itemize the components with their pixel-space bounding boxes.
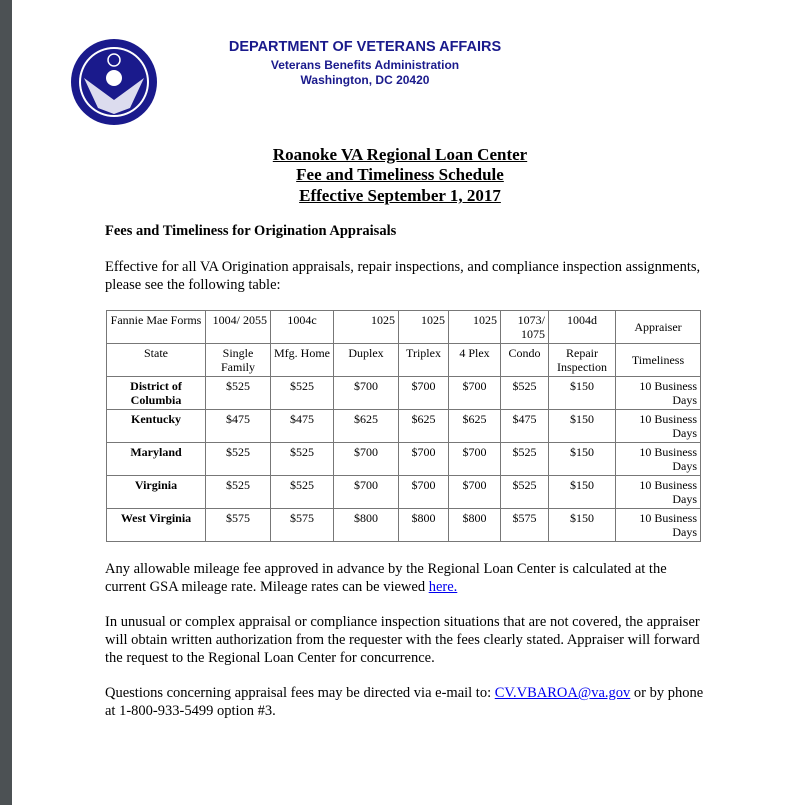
value-cell: $525 [501, 377, 549, 410]
value-cell: $625 [334, 410, 399, 443]
value-cell: $525 [206, 377, 271, 410]
value-cell: $575 [271, 509, 334, 542]
header-cell: 1025 [334, 311, 399, 344]
value-cell: $525 [271, 476, 334, 509]
header-cell: 1073/ 1075 [501, 311, 549, 344]
header-cell: 4 Plex [449, 344, 501, 377]
value-cell: $700 [449, 377, 501, 410]
value-cell: $800 [399, 509, 449, 542]
state-cell: Virginia [107, 476, 206, 509]
value-cell: $700 [449, 476, 501, 509]
va-seal-logo [70, 38, 158, 126]
table-row [107, 476, 701, 509]
value-cell: $150 [549, 476, 616, 509]
value-cell: $475 [206, 410, 271, 443]
value-cell: 10 Business Days [616, 476, 701, 509]
table-row [107, 443, 701, 476]
value-cell: $525 [206, 476, 271, 509]
unusual-situations-paragraph: In unusual or complex appraisal or compliance inspection situations that are not covered, the appraiser will obtain written authorization from the requester with the fees clearly stated. Appraiser will forward the request to the Regional Loan Center for concurrence. [105, 614, 700, 666]
value-cell: $150 [549, 410, 616, 443]
doc-title-center: Roanoke VA Regional Loan Center [272, 145, 528, 164]
header-cell: Timeliness [616, 344, 701, 377]
header-cell: 1025 [449, 311, 501, 344]
header-cell: Single Family [206, 344, 271, 377]
doc-title-schedule: Fee and Timeliness Schedule [296, 165, 504, 184]
value-cell: $700 [334, 377, 399, 410]
value-cell: $525 [206, 443, 271, 476]
state-cell: District of Columbia [107, 377, 206, 410]
value-cell: $700 [399, 443, 449, 476]
header-cell: Repair Inspection [549, 344, 616, 377]
value-cell: $575 [206, 509, 271, 542]
value-cell: $525 [271, 443, 334, 476]
header-cell: 1004d [549, 311, 616, 344]
value-cell: $475 [271, 410, 334, 443]
mileage-rates-link[interactable]: here. [428, 579, 458, 595]
mileage-text: Any allowable mileage fee approved in advance by the Regional Loan Center is calculated at the current GSA mileage rate. Mileage rates can be viewed [105, 561, 667, 595]
value-cell: $625 [399, 410, 449, 443]
header-cell: 1025 [399, 311, 449, 344]
header-cell: Triplex [399, 344, 449, 377]
header-cell: State [107, 344, 206, 377]
state-cell: Maryland [107, 443, 206, 476]
value-cell: $700 [399, 476, 449, 509]
contact-paragraph [105, 684, 705, 720]
value-cell: $800 [334, 509, 399, 542]
value-cell: 10 Business Days [616, 410, 701, 443]
value-cell: $525 [271, 377, 334, 410]
value-cell: $800 [449, 509, 501, 542]
value-cell: $575 [501, 509, 549, 542]
value-cell: $700 [399, 377, 449, 410]
header-cell: Fannie Mae Forms [107, 311, 206, 344]
table-header-forms [107, 311, 701, 344]
value-cell: $525 [501, 476, 549, 509]
table-row [107, 377, 701, 410]
value-cell: $625 [449, 410, 501, 443]
section-heading: Fees and Timeliness for Origination Appraisals [105, 223, 397, 239]
header-cell: 1004/ 2055 [206, 311, 271, 344]
value-cell: $700 [449, 443, 501, 476]
value-cell: 10 Business Days [616, 377, 701, 410]
value-cell: $700 [334, 443, 399, 476]
department-name: DEPARTMENT OF VETERANS AFFAIRS [228, 39, 502, 55]
value-cell: 10 Business Days [616, 443, 701, 476]
value-cell: $150 [549, 377, 616, 410]
address: Washington, DC 20420 [300, 73, 430, 87]
email-link[interactable]: CV.VBAROA@va.gov [494, 685, 631, 701]
value-cell: $475 [501, 410, 549, 443]
value-cell: $525 [501, 443, 549, 476]
header-cell: Appraiser [616, 311, 701, 344]
administration-name: Veterans Benefits Administration [270, 58, 460, 72]
header-cell: Condo [501, 344, 549, 377]
header-cell: Duplex [334, 344, 399, 377]
state-cell: Kentucky [107, 410, 206, 443]
contact-text: Questions concerning appraisal fees may be directed via e-mail to: [105, 685, 495, 701]
value-cell: $150 [549, 509, 616, 542]
fee-table [106, 310, 701, 542]
intro-paragraph: Effective for all VA Origination appraisals, repair inspections, and compliance inspection assignments, please see the following table: [105, 259, 701, 293]
state-cell: West Virginia [107, 509, 206, 542]
value-cell: 10 Business Days [616, 509, 701, 542]
table-header-types [107, 344, 701, 377]
mileage-paragraph [105, 560, 705, 596]
table-row [107, 410, 701, 443]
contact-phone-text: or by phone at 1-800-933-5499 option #3. [105, 685, 704, 719]
header-cell: 1004c [271, 311, 334, 344]
value-cell: $700 [334, 476, 399, 509]
viewer-sidebar [0, 0, 12, 805]
header-cell: Mfg. Home [271, 344, 334, 377]
value-cell: $150 [549, 443, 616, 476]
doc-title-effective: Effective September 1, 2017 [299, 186, 501, 205]
table-row [107, 509, 701, 542]
